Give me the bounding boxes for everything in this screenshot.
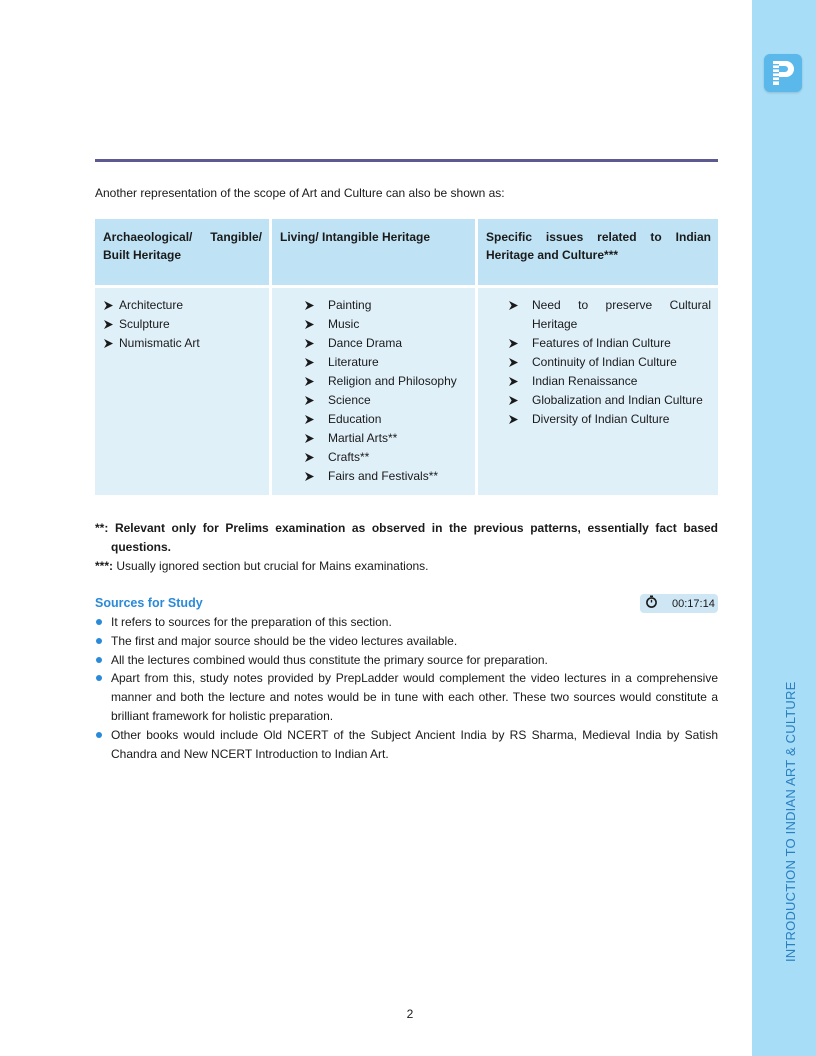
prepladder-logo-icon: [764, 54, 802, 92]
list-item-text: Indian Renaissance: [532, 374, 638, 388]
column-body: [272, 288, 475, 495]
column-body: [478, 288, 718, 495]
arrow-bullet-icon: [103, 315, 114, 334]
list-item: [304, 391, 468, 410]
header-rule: [95, 159, 718, 162]
list-item-text: Continuity of Indian Culture: [532, 355, 677, 369]
scope-column-specific-issues: [478, 219, 718, 495]
list-item: [304, 410, 468, 429]
source-item-text: The first and major source should be the video lectures available.: [111, 633, 458, 648]
footnote-marker: ***:: [95, 559, 114, 573]
arrow-bullet-icon: [508, 391, 519, 410]
list-item-text: Architecture: [119, 298, 184, 312]
list-item-text: Fairs and Festivals**: [328, 469, 439, 483]
list-item: [304, 429, 468, 448]
intro-text: Another representation of the scope of Art and Culture can also be shown as:: [95, 186, 505, 200]
list-item: [508, 410, 711, 429]
list-item: [304, 448, 468, 467]
list-item: [103, 334, 262, 353]
list-item-text: Dance Drama: [328, 336, 403, 350]
arrow-bullet-icon: [304, 391, 315, 410]
source-item: [95, 613, 718, 632]
item-list: [508, 296, 711, 429]
source-item-text: It refers to sources for the preparation of this section.: [111, 615, 392, 629]
scope-column-tangible: [95, 219, 269, 495]
bullet-dot-icon: [96, 619, 102, 625]
bullet-dot-icon: [96, 638, 102, 644]
list-item-text: Science: [328, 393, 371, 407]
arrow-bullet-icon: [508, 410, 519, 429]
list-item-text: Martial Arts**: [328, 431, 398, 445]
stopwatch-icon: [645, 595, 658, 613]
list-item-text: Crafts**: [328, 450, 370, 464]
source-item: [95, 726, 718, 764]
page-number: 2: [406, 1007, 414, 1021]
column-heading: Specific issues related to Indian Heritage and Culture***: [478, 219, 718, 285]
sources-list: [95, 613, 718, 763]
video-timer-badge[interactable]: [640, 594, 718, 613]
list-item-text: Numismatic Art: [119, 336, 200, 350]
arrow-bullet-icon: [508, 296, 519, 315]
scope-table: [95, 219, 718, 495]
footnote-prelims: [95, 519, 718, 557]
list-item: [304, 467, 468, 486]
list-item-text: Globalization and Indian Culture: [532, 393, 703, 407]
arrow-bullet-icon: [508, 372, 519, 391]
item-list: [304, 296, 468, 486]
arrow-bullet-icon: [103, 296, 114, 315]
list-item-text: Literature: [328, 355, 379, 369]
bullet-dot-icon: [96, 732, 102, 738]
list-item: [304, 353, 468, 372]
arrow-bullet-icon: [304, 353, 315, 372]
source-item: [95, 632, 718, 651]
list-item: [508, 296, 711, 334]
footnote-text: Usually ignored section but crucial for Mains examinations.: [116, 559, 429, 573]
sources-heading: Sources for Study: [95, 596, 203, 610]
arrow-bullet-icon: [304, 372, 315, 391]
source-item-text: Other books would include Old NCERT of the Subject Ancient India by RS Sharma, Medieval India by Satish Chandra and New NCERT Introduction to Indian Art.: [111, 727, 718, 761]
footnote-marker: **:: [95, 521, 109, 535]
arrow-bullet-icon: [304, 296, 315, 315]
footnote-text: Relevant only for Prelims examination as observed in the previous patterns, essentially fact based questions.: [111, 521, 719, 554]
list-item: [304, 372, 468, 391]
scope-column-intangible: [272, 219, 475, 495]
source-item-text: Apart from this, study notes provided by PrepLadder would complement the video lectures in a comprehensive manner and both the lecture and notes would be in tune with each other. These two sources would constitute a brilliant framework for holistic preparation.: [111, 671, 718, 723]
arrow-bullet-icon: [304, 315, 315, 334]
arrow-bullet-icon: [304, 334, 315, 353]
arrow-bullet-icon: [304, 429, 315, 448]
list-item-text: Features of Indian Culture: [532, 336, 671, 350]
footnote-mains: [95, 557, 718, 576]
arrow-bullet-icon: [304, 448, 315, 467]
arrow-bullet-icon: [103, 334, 114, 353]
footnotes: [95, 519, 718, 576]
list-item-text: Painting: [328, 298, 372, 312]
list-item: [508, 353, 711, 372]
list-item: [508, 391, 711, 410]
timer-value: 00:17:14: [672, 597, 715, 610]
list-item-text: Diversity of Indian Culture: [532, 412, 670, 426]
column-heading: Living/ Intangible Heritage: [272, 219, 475, 285]
source-item-text: All the lectures combined would thus constitute the primary source for preparation.: [111, 652, 548, 667]
list-item-text: Education: [328, 412, 382, 426]
bullet-dot-icon: [96, 675, 102, 681]
arrow-bullet-icon: [508, 334, 519, 353]
column-heading: Archaeological/ Tangible/ Built Heritage: [95, 219, 269, 285]
source-item: [95, 651, 718, 670]
source-item: [95, 669, 718, 725]
section-title-vertical: INTRODUCTION TO INDIAN ART & CULTURE: [783, 681, 798, 962]
list-item: [304, 334, 468, 353]
bullet-dot-icon: [96, 657, 102, 663]
list-item: [103, 315, 262, 334]
list-item-text: Music: [328, 317, 360, 331]
list-item: [304, 296, 468, 315]
arrow-bullet-icon: [508, 353, 519, 372]
item-list: [103, 296, 262, 353]
list-item: [508, 372, 711, 391]
arrow-bullet-icon: [304, 410, 315, 429]
list-item: [508, 334, 711, 353]
column-body: [95, 288, 269, 495]
list-item: [304, 315, 468, 334]
list-item-text: Sculpture: [119, 317, 170, 331]
list-item-text: Religion and Philosophy: [328, 374, 457, 388]
list-item: [103, 296, 262, 315]
arrow-bullet-icon: [304, 467, 315, 486]
list-item-text: Need to preserve Cultural Heritage: [532, 298, 711, 331]
